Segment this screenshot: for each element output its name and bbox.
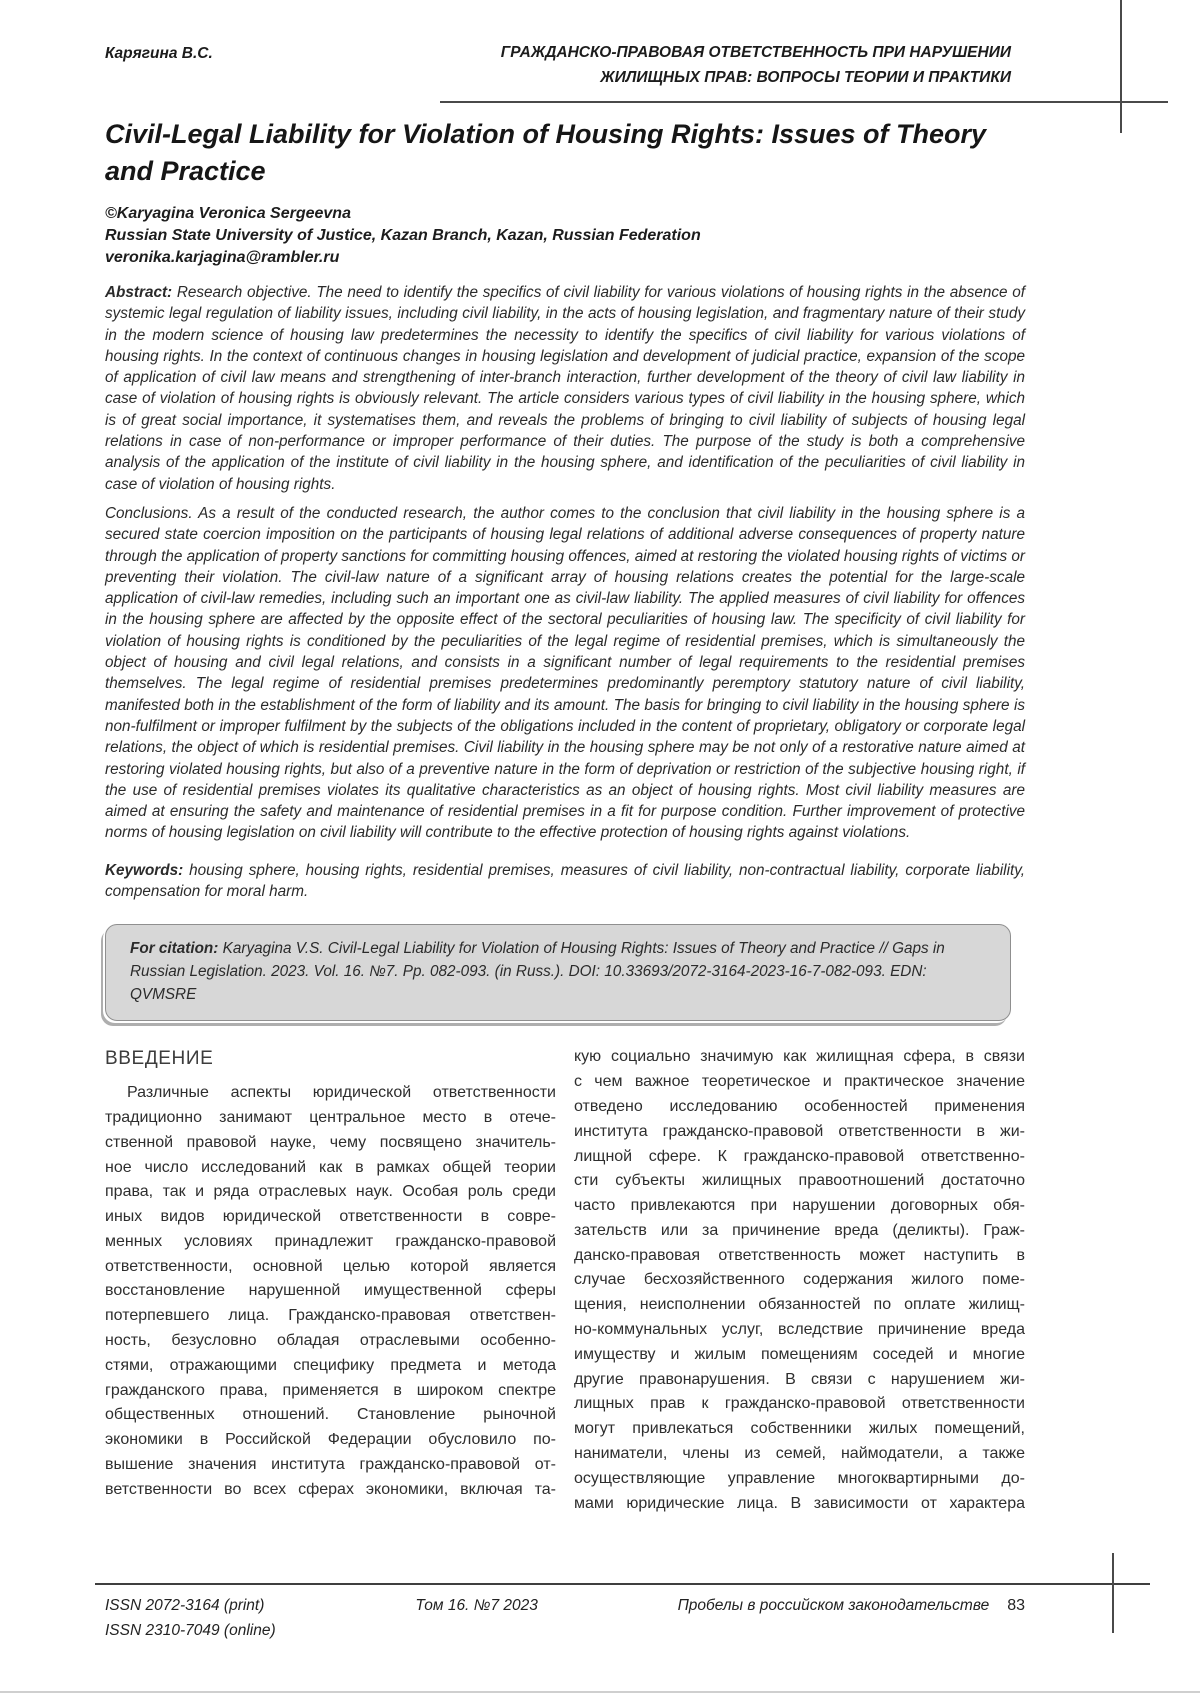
- keywords-text: housing sphere, housing rights, residential premises, measures of civil liability, non-contractual liability, corporate liability, compensation for moral harm.: [105, 861, 1025, 901]
- intro-right-column: [574, 1045, 1025, 1516]
- running-title: [501, 40, 1025, 90]
- text-line: часто привлекаются при нарушении договорных обя-: [574, 1197, 1025, 1215]
- page-footer: [105, 1593, 1025, 1643]
- text-line: общественных отношений. Становление рыночной: [105, 1406, 556, 1424]
- journal-name: Пробелы в российском законодательстве: [677, 1597, 990, 1614]
- text-line: лищных прав к гражданско-правовой ответственности: [574, 1395, 1025, 1413]
- page-number: 83: [1007, 1597, 1025, 1614]
- crop-mark-top-right: [1120, 0, 1122, 133]
- text-line: ответственности, основной целью которой является: [105, 1257, 556, 1275]
- text-line: вышение значения института гражданско-правовой от-: [105, 1456, 556, 1474]
- text-line: наниматели, члены из семей, наймодатели, а также: [574, 1445, 1025, 1463]
- text-line: ное число исследований как в рамках общей теории: [105, 1158, 556, 1176]
- text-line: имуществу и жилым помещениям соседей и многие: [574, 1345, 1025, 1363]
- text-line: с чем важное теоретическое и практическое значение: [574, 1073, 1025, 1091]
- citation-text: Karyagina V.S. Civil-Legal Liability for Violation of Housing Rights: Issues of Theory and Practice // Gaps in Russian Legislation. 2023. Vol. 16. №7. Pp. 082-093. (in Russ.). DOI: 10.33693/2072-3164-2023-16-7-082-093. EDN: QVMSRE: [130, 940, 945, 1004]
- text-line: института гражданско-правовой ответственности в жи-: [574, 1122, 1025, 1140]
- page-header: [105, 0, 1025, 90]
- text-line: иных видов юридической ответственности в совре-: [105, 1208, 556, 1226]
- conclusions-paragraph: Conclusions. As a result of the conducted research, the author comes to the conclusion that civil liability in the housing sphere is a secured state coercion imposition on the participants of housing legal relations of additional adverse consequences of property nature through the application of property sanctions for committing housing offences, aimed at restoring the violated housing rights of victims or preventing their violation. The civil-law nature of a significant array of housing relations creates the potential for the large-scale application of civil-law remedies, including such an important one as civil-law liability. The applied measures of civil liability for offences in the housing sphere are affected by the opposite effect of the sectoral peculiarities of housing law. The specificity of civil liability for violation of housing rights is conditioned by the peculiarities of the legal regime of residential premises, which is simultaneously the object of housing and civil legal relations, and consists in a significant number of legal requirements to the residential premises themselves. The legal regime of residential premises predetermines predominantly peremptory statutory nature of civil liability, manifested both in the establishment of the form of liability and its amount. The basis for bringing to civil liability in the housing sphere is non-fulfilment or improper fulfilment by the subjects of the obligations included in the content of proprietary, obligatory or corporate legal relations, the object of which is residential premises. Civil liability in the housing sphere may be not only of a restorative nature aimed at restoring violated housing rights, but also of a preventive nature in the form of deprivation or restriction of the subjective housing right, if the use of residential premises violates its qualitative characteristics as an object of housing rights. Most civil liability measures are aimed at ensuring the safety and maintenance of residential premises in a fit for purpose condition. Further improvement of protective norms of housing legislation on civil liability will contribute to the effective protection of housing rights against violations.: [105, 504, 1026, 842]
- author-email: veronika.karjagina@rambler.ru: [105, 249, 340, 266]
- footer-right: [678, 1593, 1025, 1618]
- text-line: права, так и ряда отраслевых наук. Особая роль среди: [105, 1183, 556, 1201]
- text-line: ветственности во всех сферах экономики, включая та-: [105, 1480, 556, 1498]
- text-line: лищной сфере. К гражданско-правовой ответственно-: [574, 1147, 1025, 1165]
- text-line: восстановление нарушенной имущественной сферы: [105, 1282, 556, 1300]
- text-line: щения, неисполнении обязанностей по оплате жилищ-: [574, 1296, 1025, 1314]
- text-line: потерпевшего лица. Гражданско-правовая ответствен-: [105, 1307, 556, 1325]
- text-line: стями, отражающими специфику предмета и метода: [105, 1356, 556, 1374]
- intro-left-text: [105, 1081, 556, 1503]
- issn-print: ISSN 2072-3164 (print): [105, 1597, 265, 1614]
- running-title-line-2: ЖИЛИЩНЫХ ПРАВ: ВОПРОСЫ ТЕОРИИ И ПРАКТИКИ: [600, 69, 1011, 86]
- text-line: но-коммунальных услуг, вследствие причинение вреда: [574, 1321, 1025, 1339]
- text-line: данско-правовая ответственность может наступить в: [574, 1246, 1025, 1264]
- header-rule: [440, 101, 1168, 103]
- text-line: менных условиях принадлежит гражданско-правовой: [105, 1232, 556, 1250]
- issn-block: [105, 1593, 276, 1643]
- citation-label: For citation:: [130, 940, 219, 958]
- text-line: могут привлекаться собственники жилых помещений,: [574, 1420, 1025, 1438]
- abstract-label: Abstract:: [105, 284, 173, 301]
- text-line: случае бесхозяйственного содержания жилого поме-: [574, 1271, 1025, 1289]
- running-title-line-1: ГРАЖДАНСКО-ПРАВОВАЯ ОТВЕТСТВЕННОСТЬ ПРИ НАРУШЕНИИ: [500, 44, 1011, 61]
- page-bottom-edge: [0, 1691, 1200, 1693]
- introduction-section: [105, 1045, 1025, 1516]
- text-line: осуществляющие управление многоквартирными до-: [574, 1469, 1025, 1487]
- text-line: традиционно занимают центральное место в отече-: [105, 1108, 556, 1126]
- text-line: экономики в Российской Федерации обусловило по-: [105, 1431, 556, 1449]
- crop-mark-bottom-right: [1112, 1553, 1114, 1633]
- keywords-paragraph: [105, 860, 1025, 903]
- text-line: сти субъекты жилищных правоотношений достаточно: [574, 1172, 1025, 1190]
- text-line: гражданского права, применяется в широком спектре: [105, 1381, 556, 1399]
- volume-issue: Том 16. №7 2023: [415, 1597, 538, 1614]
- text-line: зательств или за причинение вреда (деликты). Граж-: [574, 1221, 1025, 1239]
- text-line: отведено исследованию особенностей применения: [574, 1097, 1025, 1115]
- byline: [105, 203, 1025, 269]
- text-line: кую социально значимую как жилищная сфера, в связи: [574, 1048, 1025, 1066]
- text-line: Различные аспекты юридической ответственности: [127, 1084, 556, 1102]
- text-line: другие правонарушения. В связи с нарушением жи-: [574, 1370, 1025, 1388]
- footer-rule: [95, 1583, 1150, 1585]
- citation-box: [105, 924, 1011, 1021]
- abstract-paragraph: [105, 282, 1025, 495]
- keywords-label: Keywords:: [105, 861, 184, 879]
- abstract-text: Research objective. The need to identify the specifics of civil liability for various violations of housing rights in the absence of systemic legal regulation of liability issues, including civil liability, in the acts of housing legislation, and fragmentary nature of their study in the modern science of housing law predetermines the necessity to identify the specifics of civil liability for various violations of housing rights. In the context of continuous changes in housing legislation and development of judicial practice, expansion of the scope of application of civil law means and strengthening of inter-branch interaction, further development of the theory of civil law liability in case of violation of housing rights is obviously relevant. The article considers various types of civil liability in the housing sphere, which is of great social importance, it systematises them, and reveals the problems of bringing to civil liability of subjects of housing legal relations in case of non-performance or improper performance of their duties. The purpose of the study is both a comprehensive analysis of the application of the institute of civil liability in the housing sphere, and identification of the peculiarities of civil liability in case of violation of housing rights.: [105, 284, 1025, 493]
- issn-online: ISSN 2310-7049 (online): [105, 1622, 276, 1639]
- author-name: ©Karyagina Veronica Sergeevna: [105, 205, 351, 222]
- intro-left-column: [105, 1045, 556, 1516]
- text-line: ственной правовой науке, чему посвящено значитель-: [105, 1133, 556, 1151]
- introduction-heading: ВВЕДЕНИЕ: [105, 1048, 214, 1070]
- intro-right-text: [574, 1045, 1025, 1516]
- page-content: [105, 0, 1025, 1516]
- text-line: ность, безусловно обладая отраслевыми особенно-: [105, 1332, 556, 1350]
- affiliation: Russian State University of Justice, Kazan Branch, Kazan, Russian Federation: [105, 227, 701, 244]
- text-line: мами юридические лица. В зависимости от характера: [574, 1494, 1025, 1512]
- article-title: Civil-Legal Liability for Violation of Housing Rights: Issues of Theory and Practice: [105, 119, 987, 186]
- running-author: Карягина В.С.: [105, 45, 213, 62]
